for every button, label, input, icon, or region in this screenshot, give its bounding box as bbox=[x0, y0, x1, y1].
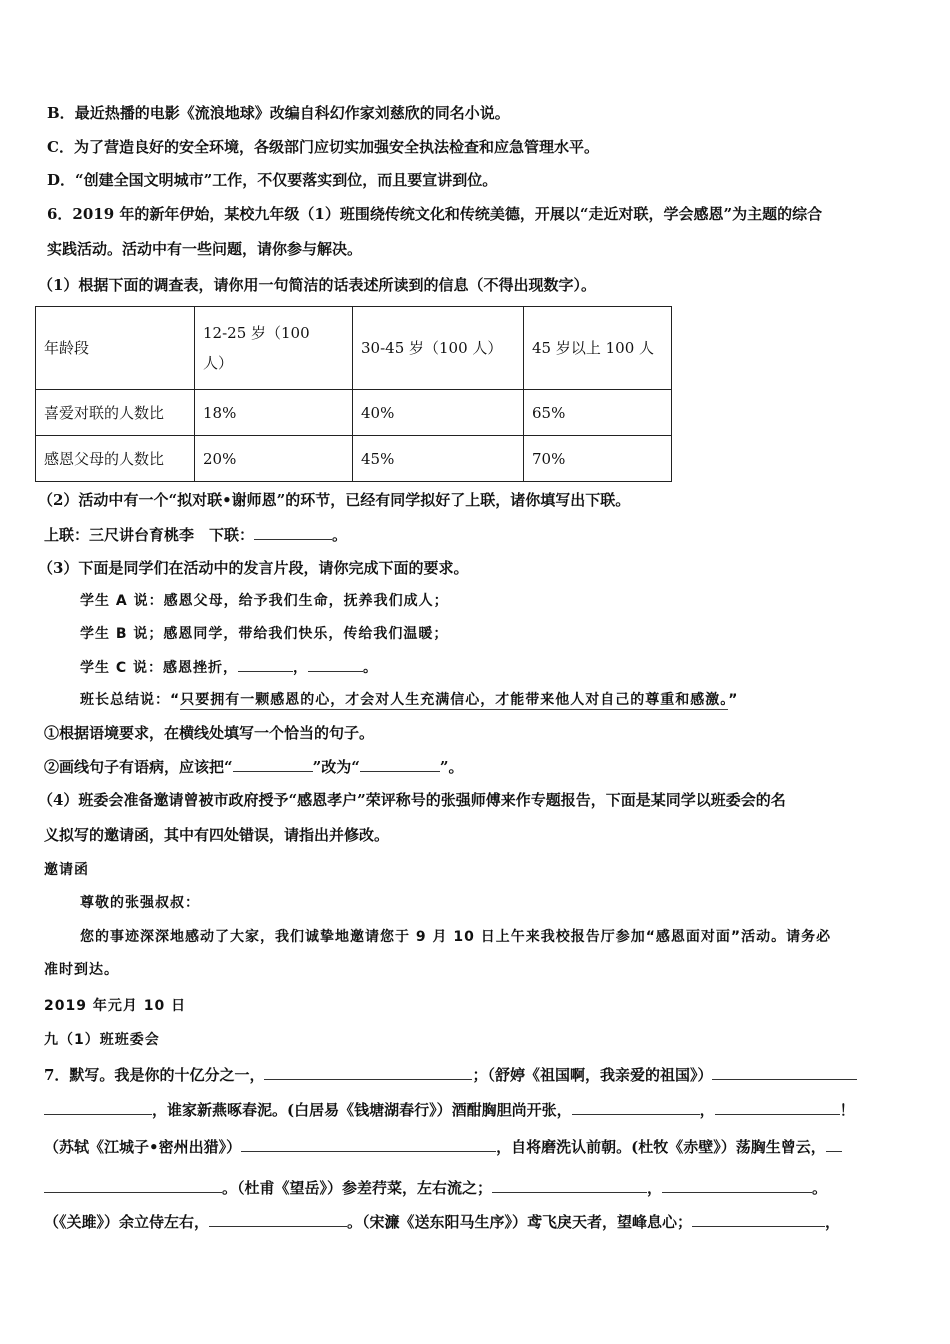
q7-text: 。（宋濂《送东阳马生序》）鸢飞戾天者，望峰息心； bbox=[347, 1213, 693, 1231]
table-header-cell: 30-45 岁（100 人） bbox=[353, 307, 524, 390]
dictation-blank[interactable] bbox=[209, 1212, 347, 1227]
option-label: B． bbox=[47, 104, 75, 122]
punct: ” bbox=[728, 692, 739, 708]
punct: ， bbox=[647, 1179, 663, 1197]
option-text: 为了营造良好的安全环境，各级部门应切实加强安全执法检查和应急管理水平。 bbox=[73, 138, 599, 156]
dictation-blank[interactable] bbox=[44, 1100, 152, 1115]
q6-intro-line2: 实践活动。活动中有一些问题，请你参与解决。 bbox=[47, 240, 363, 258]
dictation-blank[interactable] bbox=[492, 1178, 647, 1193]
option-label: C． bbox=[47, 138, 74, 156]
punct: ”。 bbox=[439, 758, 464, 776]
option-d bbox=[47, 170, 497, 190]
task-2-blank-corrected[interactable] bbox=[360, 757, 440, 772]
dictation-blank[interactable] bbox=[44, 1178, 222, 1193]
survey-table bbox=[35, 306, 672, 482]
punct: ， bbox=[825, 1213, 841, 1231]
option-b bbox=[47, 103, 510, 123]
table-cell: 65% bbox=[524, 390, 672, 436]
q7-line-4 bbox=[44, 1178, 827, 1198]
letter-body-line1: 您的事迹深深地感动了大家，我们诚挚地邀请您于 9 月 10 日上午来我校报告厅参加“感恩面对面”活动。请务必 bbox=[80, 929, 832, 945]
couplet-line bbox=[44, 525, 347, 545]
table-cell: 喜爱对联的人数比 bbox=[36, 390, 195, 436]
student-c-blank-1[interactable] bbox=[238, 657, 293, 672]
table-cell: 40% bbox=[353, 390, 524, 436]
header-line: 人） bbox=[203, 354, 234, 372]
q7-line-5 bbox=[44, 1212, 840, 1232]
q7-text: 。（杜甫《望岳》）参差荇菜，左右流之； bbox=[222, 1179, 493, 1197]
option-c bbox=[47, 137, 599, 157]
punct: ， bbox=[699, 1101, 715, 1119]
letter-body-line2: 准时到达。 bbox=[44, 962, 119, 978]
q7-text: ，自将磨洗认前朝。(杜牧《赤壁》）荡胸生曾云， bbox=[496, 1138, 826, 1156]
q7-line-1 bbox=[44, 1065, 857, 1085]
q7-text: ；（舒婷《祖国啊，我亲爱的祖国》） bbox=[472, 1066, 713, 1084]
student-b-speech: 学生 B 说；感恩同学，带给我们快乐，传给我们温暖； bbox=[80, 626, 449, 642]
table-header-cell bbox=[195, 307, 353, 390]
option-label: D． bbox=[47, 171, 76, 189]
underlined-sentence: 只要拥有一颗感恩的心，才会对人生充满信心，才能带来他人对自己的尊重和感激。 bbox=[180, 692, 729, 708]
q6-intro-line1: 6．2019 年的新年伊始，某校九年级（1）班围绕传统文化和传统美德，开展以“走近对联，学会感恩”为主题的综合 bbox=[47, 205, 823, 223]
task-1: ①根据语境要求，在横线处填写一个恰当的句子。 bbox=[44, 724, 375, 742]
table-cell: 45% bbox=[353, 436, 524, 482]
table-cell: 20% bbox=[195, 436, 353, 482]
task-2-mid: ”改为“ bbox=[312, 758, 360, 776]
q7-line-3 bbox=[44, 1137, 842, 1157]
punct: ， bbox=[293, 660, 309, 676]
monitor-prefix: 班长总结说：“ bbox=[80, 692, 181, 708]
punct: ！ bbox=[839, 1101, 855, 1119]
option-text: 最近热播的电影《流浪地球》改编自科幻作家刘慈欣的同名小说。 bbox=[74, 104, 510, 122]
q6-sub4-line1: （4）班委会准备邀请曾被市政府授予“感恩孝户”荣评称号的张强师傅来作专题报告，下面是某同学以班委会的名 bbox=[38, 791, 786, 809]
punct: 。 bbox=[332, 526, 348, 544]
student-a-speech: 学生 A 说：感恩父母，给予我们生命，抚养我们成人； bbox=[80, 593, 449, 609]
table-header-cell: 45 岁以上 100 人 bbox=[524, 307, 672, 390]
q7-text: （苏轼《江城子•密州出猎》） bbox=[44, 1138, 242, 1156]
couplet-lower-blank[interactable] bbox=[254, 525, 332, 540]
table-cell: 18% bbox=[195, 390, 353, 436]
letter-title: 邀请函 bbox=[44, 862, 89, 878]
option-text: “创建全国文明城市”工作，不仅要落实到位，而且要宣讲到位。 bbox=[75, 171, 498, 189]
dictation-blank[interactable] bbox=[826, 1137, 842, 1152]
table-row bbox=[36, 436, 672, 482]
table-cell: 感恩父母的人数比 bbox=[36, 436, 195, 482]
q7-line-2 bbox=[44, 1100, 855, 1120]
q6-sub4-line2: 义拟写的邀请函，其中有四处错误，请指出并修改。 bbox=[44, 826, 390, 844]
letter-date: 2019 年元月 10 日 bbox=[44, 998, 187, 1014]
dictation-blank[interactable] bbox=[662, 1178, 812, 1193]
letter-signature: 九（1）班班委会 bbox=[44, 1032, 160, 1048]
header-line: 12-25 岁（100 bbox=[203, 324, 310, 342]
punct: 。 bbox=[812, 1179, 828, 1197]
monitor-summary bbox=[80, 690, 738, 710]
dictation-blank[interactable] bbox=[712, 1065, 857, 1080]
dictation-blank[interactable] bbox=[241, 1137, 496, 1152]
letter-salutation: 尊敬的张强叔叔： bbox=[80, 895, 200, 911]
table-header-row bbox=[36, 307, 672, 390]
dictation-blank[interactable] bbox=[692, 1212, 825, 1227]
couplet-upper: 上联：三尺讲台育桃李 下联： bbox=[44, 526, 255, 544]
task-2-blank-original[interactable] bbox=[233, 757, 313, 772]
q7-text: ，谁家新燕啄春泥。(白居易《钱塘湖春行》）酒酣胸胆尚开张， bbox=[152, 1101, 572, 1119]
dictation-blank[interactable] bbox=[572, 1100, 700, 1115]
student-c-blank-2[interactable] bbox=[308, 657, 363, 672]
table-cell: 70% bbox=[524, 436, 672, 482]
student-c-prefix: 学生 C 说：感恩挫折， bbox=[80, 660, 239, 676]
table-header-cell: 年龄段 bbox=[36, 307, 195, 390]
q7-text: 7．默写。我是你的十亿分之一， bbox=[44, 1066, 265, 1084]
dictation-blank[interactable] bbox=[715, 1100, 840, 1115]
q6-sub3: （3）下面是同学们在活动中的发言片段，请你完成下面的要求。 bbox=[38, 559, 469, 577]
task-2-prefix: ②画线句子有语病，应该把“ bbox=[44, 758, 233, 776]
dictation-blank[interactable] bbox=[264, 1065, 472, 1080]
student-c-speech bbox=[80, 657, 378, 677]
q6-sub1: （1）根据下面的调查表，请你用一句简洁的话表述所读到的信息（不得出现数字）。 bbox=[38, 276, 596, 294]
q6-sub2: （2）活动中有一个“拟对联•谢师恩”的环节，已经有同学拟好了上联，诸你填写出下联。 bbox=[38, 491, 631, 509]
punct: 。 bbox=[363, 660, 379, 676]
task-2 bbox=[44, 757, 464, 777]
table-row bbox=[36, 390, 672, 436]
q7-text: （《关雎》）余立侍左右， bbox=[44, 1213, 210, 1231]
